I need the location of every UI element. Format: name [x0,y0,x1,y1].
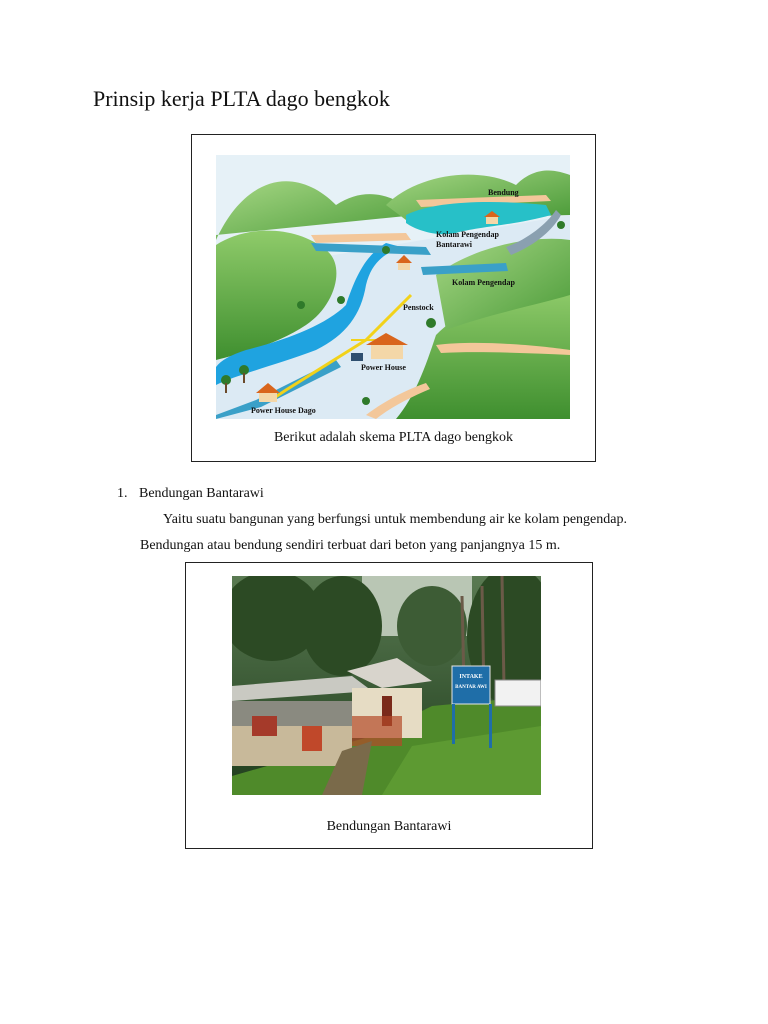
paragraph-1: Yaitu suatu bangunan yang berfungsi untuk membendung air ke kolam pengendap. [163,512,627,527]
paragraph-2: Bendungan atau bendung sendiri terbuat dari beton yang panjangnya 15 m. [140,538,561,553]
page-title: Prinsip kerja PLTA dago bengkok [93,86,390,111]
section-heading [117,486,264,502]
photo-caption: Bendungan Bantarawi [326,819,452,834]
label-kolam-pengendap: Kolam Pengendap [452,278,515,287]
list-number: 1. [117,486,128,501]
scheme-figure [191,134,596,462]
figure-caption: Berikut adalah skema PLTA dago bengkok [273,430,514,445]
label-power-house: Power House [361,363,406,372]
label-power-house-dago: Power House Dago [251,406,316,415]
label-penstock: Penstock [403,303,434,312]
label-kolam-bantarawi-2: Bantarawi [436,240,472,249]
section-heading-text: Bendungan Bantarawi [139,486,264,501]
label-bendung: Bendung [488,188,519,197]
bendungan-photo [232,576,541,795]
plta-scheme-diagram [216,155,570,419]
sign-text-1: INTAKE [459,674,483,680]
photo-figure [185,562,593,849]
label-kolam-bantarawi-1: Kolam Pengendap [436,230,499,239]
sign-text-2: BANTAR AWI [455,685,487,690]
